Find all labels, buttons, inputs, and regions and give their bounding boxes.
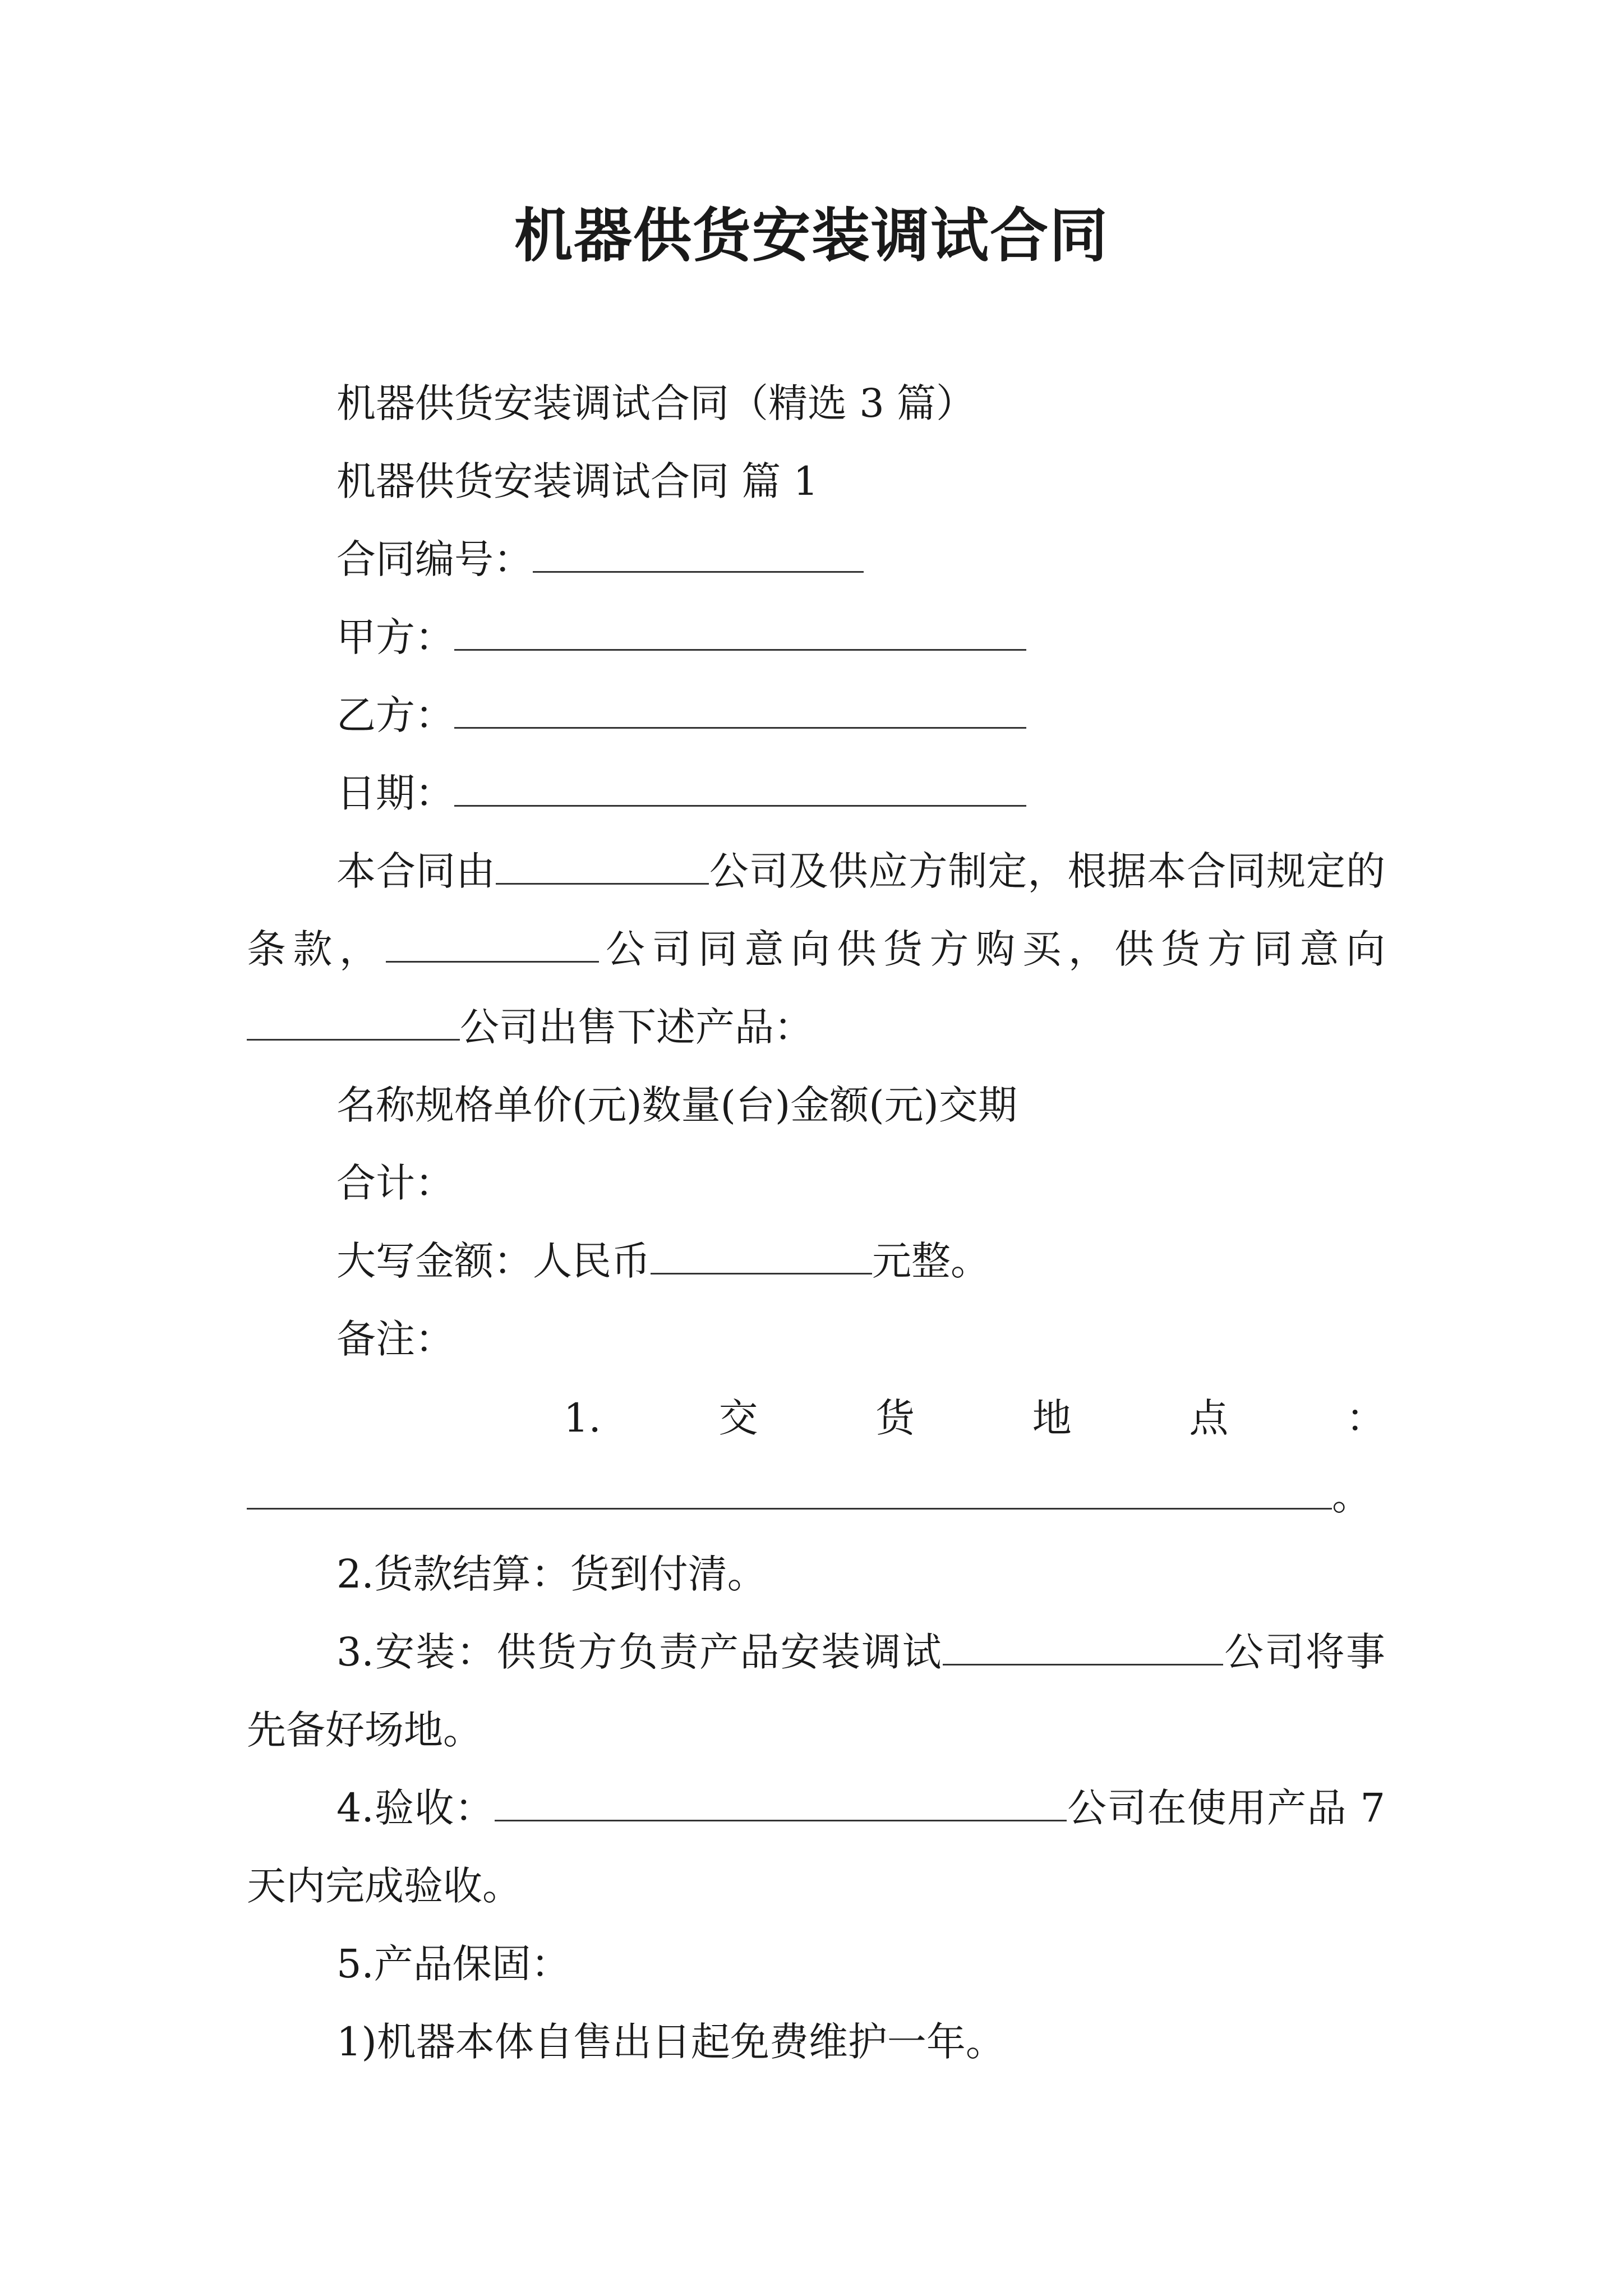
- delivery-char-4: 地: [1032, 1395, 1072, 1441]
- party-b-blank: [454, 693, 1026, 729]
- intro-text-4: 公司出售下述产品：: [460, 1004, 813, 1050]
- acceptance-suffix: 公司在使用产品 7 天内完成验收。: [247, 1785, 1385, 1909]
- delivery-char-3: 货: [875, 1395, 915, 1441]
- installation-prefix: 3.安装：供货方负责产品安装调试: [336, 1629, 943, 1675]
- date-line: [247, 754, 1385, 832]
- contract-number-blank: [533, 537, 864, 573]
- warranty-label: 5.产品保固：: [336, 1941, 570, 1987]
- party-a-blank: [454, 615, 1026, 651]
- acceptance-company-blank: [495, 1786, 1067, 1821]
- date-label: 日期：: [336, 770, 454, 816]
- delivery-place-blank-line: [247, 1457, 1385, 1535]
- intro-text-1: 本合同由: [336, 848, 496, 894]
- installation-terms: [247, 1613, 1385, 1769]
- acceptance-prefix: 4.验收：: [336, 1785, 495, 1831]
- delivery-place-end: 。: [1332, 1473, 1371, 1519]
- contract-number-label: 合同编号：: [336, 536, 533, 582]
- delivery-char-2: 交: [718, 1395, 758, 1441]
- contract-number-line: [247, 521, 1385, 599]
- party-a-label: 甲方：: [336, 614, 454, 660]
- document-body: [247, 365, 1385, 1378]
- payment-terms: 2.货款结算：货到付清。: [336, 1551, 767, 1597]
- subtitle: 机器供货安装调试合同（精选 3 篇）: [336, 380, 976, 426]
- company-blank-1: [496, 849, 709, 885]
- section-heading: 机器供货安装调试合同 篇 1: [336, 458, 819, 504]
- party-b-line: [247, 677, 1385, 754]
- delivery-place-blank: [247, 1474, 1332, 1510]
- delivery-char-1: 1.: [564, 1395, 601, 1441]
- product-table-header: 名称规格单价(元)数量(台)金额(元)交期: [336, 1082, 1017, 1128]
- delivery-place-block: [247, 1379, 1385, 2081]
- intro-text-2: 公司及供应方制定，根据本合同规定的条款，: [247, 848, 1386, 972]
- delivery-char-6: ：: [1346, 1395, 1385, 1441]
- amount-in-words-line: [247, 1222, 1385, 1300]
- company-blank-3: [247, 1005, 460, 1041]
- amount-words-suffix: 元整。: [872, 1238, 990, 1284]
- party-b-label: 乙方：: [336, 692, 454, 738]
- amount-words-prefix: 大写金额：人民币: [336, 1238, 651, 1284]
- intro-text-3: 公司同意向供货方购买，供货方同意向: [598, 926, 1385, 972]
- intro-paragraph: [247, 832, 1385, 1066]
- warranty-item-1: 1)机器本体自售出日起免费维护一年。: [336, 2019, 1005, 2065]
- delivery-char-5: 点: [1189, 1395, 1229, 1441]
- party-a-line: [247, 599, 1385, 677]
- delivery-place-line: [247, 1379, 1385, 1457]
- remarks-label: 备注：: [336, 1316, 454, 1362]
- installation-company-blank: [943, 1630, 1223, 1665]
- company-blank-2: [386, 927, 599, 963]
- date-blank: [454, 771, 1026, 807]
- amount-words-blank: [651, 1239, 872, 1274]
- acceptance-terms: [247, 1769, 1385, 1925]
- total-label: 合计：: [336, 1160, 454, 1206]
- document-title: 机器供货安装调试合同: [514, 201, 1109, 270]
- installation-suffix: 公司将事先备好场地。: [247, 1629, 1386, 1753]
